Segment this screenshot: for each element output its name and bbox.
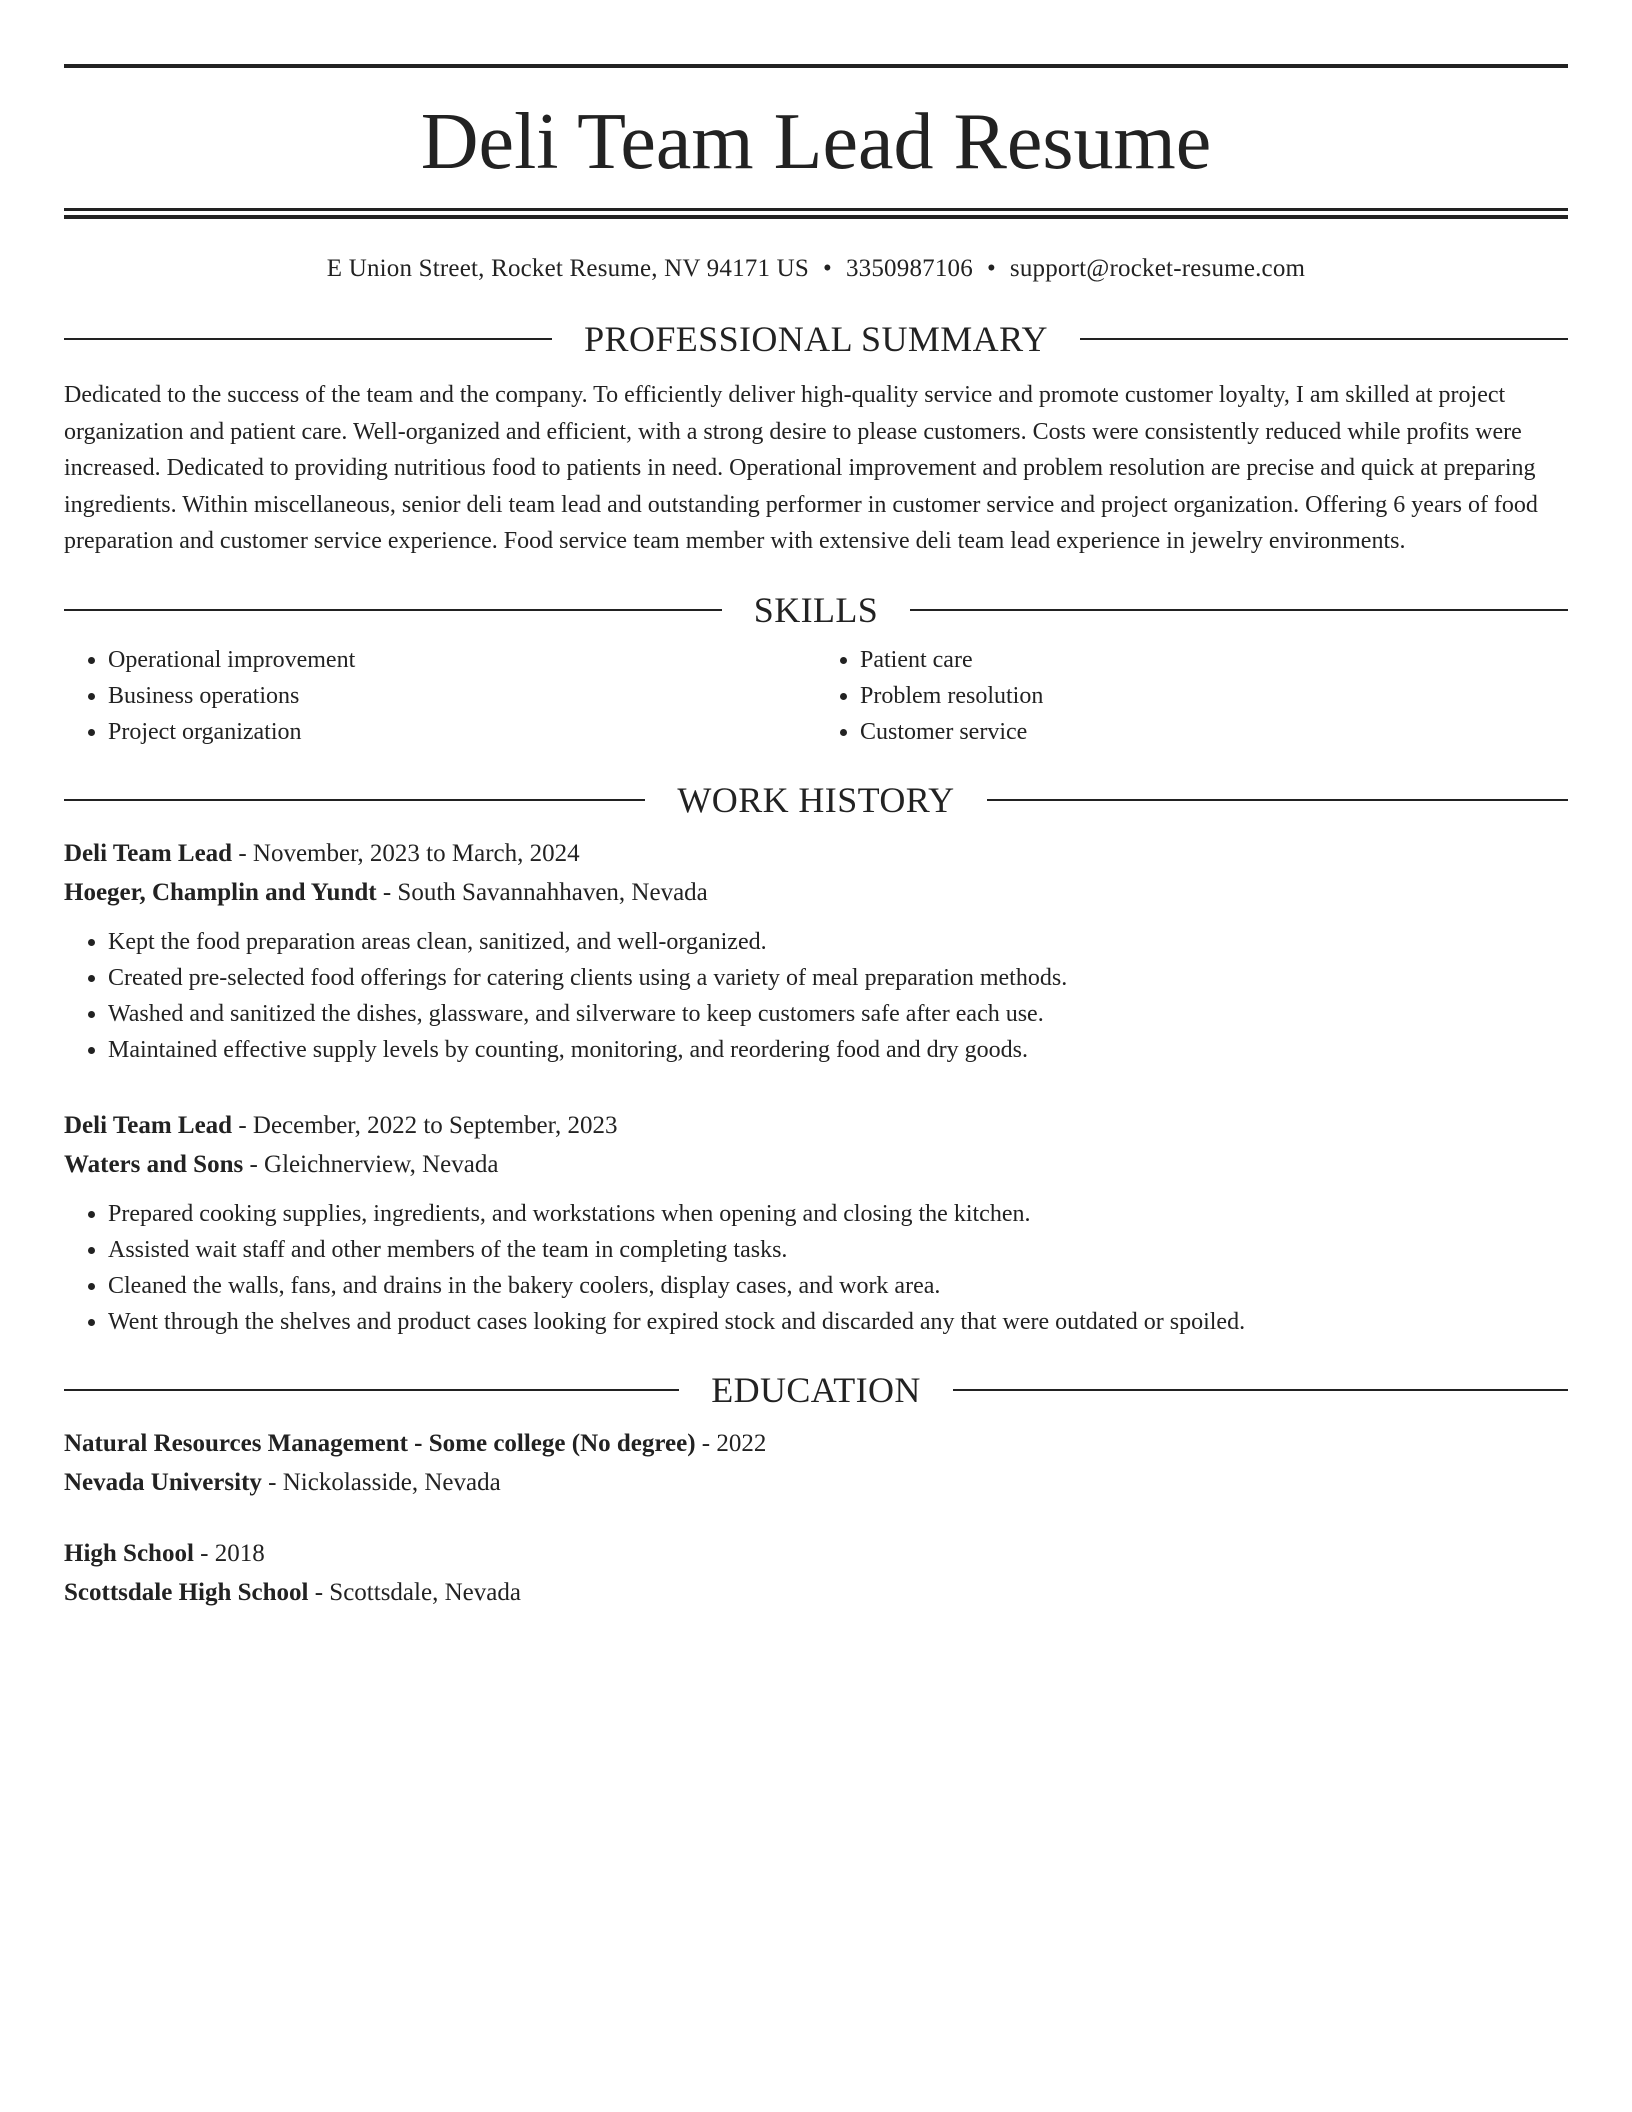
heading-rule — [987, 799, 1568, 801]
skill-item: • Business operations — [108, 678, 816, 714]
contact-separator: • — [823, 255, 832, 282]
education-school: Nevada University — [64, 1468, 262, 1496]
heading-rule — [953, 1389, 1568, 1391]
section-title: EDUCATION — [711, 1369, 921, 1410]
education-year: - 2018 — [193, 1539, 265, 1567]
skills-column-left — [64, 642, 816, 750]
job-bullets — [64, 924, 1568, 1068]
contact-email: support@rocket-resume.com — [1009, 255, 1306, 282]
job-bullet: • Went through the shelves and product cases looking for expired stock and discarded any that were outdated or spoiled. — [108, 1304, 1568, 1340]
job-entry — [64, 834, 1568, 1068]
job-location: - Gleichnerview, Nevada — [243, 1150, 499, 1178]
education-degree: Natural Resources Management - Some college (No degree) — [64, 1429, 696, 1457]
section-heading-education — [64, 1370, 1568, 1410]
job-bullets — [64, 1196, 1568, 1340]
contact-line — [64, 253, 1568, 285]
education-location: - Nickolasside, Nevada — [261, 1468, 501, 1496]
skill-item: • Patient care — [860, 642, 1568, 678]
section-heading-summary — [64, 319, 1568, 359]
resume-page — [64, 64, 1568, 1612]
skills-list — [64, 642, 1568, 750]
heading-rule — [64, 1389, 679, 1391]
education-degree-line — [64, 1534, 1568, 1573]
education-entry — [64, 1424, 1568, 1502]
job-entry — [64, 1106, 1568, 1340]
title-double-rule — [64, 208, 1568, 219]
education-degree: High School — [64, 1539, 194, 1567]
heading-rule — [1080, 338, 1568, 340]
education-school-line — [64, 1463, 1568, 1502]
job-employer-line — [64, 1145, 1568, 1184]
job-bullet: • Washed and sanitized the dishes, glassware, and silverware to keep customers safe after each use. — [108, 996, 1568, 1032]
job-title-line — [64, 834, 1568, 873]
job-role: Deli Team Lead — [64, 1111, 233, 1139]
job-bullet: • Assisted wait staff and other members of the team in completing tasks. — [108, 1232, 1568, 1268]
section-title: WORK HISTORY — [677, 779, 955, 820]
job-bullet: • Prepared cooking supplies, ingredients, and workstations when opening and closing the kitchen. — [108, 1196, 1568, 1232]
contact-phone: 3350987106 — [845, 255, 973, 282]
job-role: Deli Team Lead — [64, 839, 233, 867]
job-title-line — [64, 1106, 1568, 1145]
page-title: Deli Team Lead Resume — [420, 98, 1212, 186]
job-location: - South Savannahhaven, Nevada — [376, 878, 708, 906]
section-title: PROFESSIONAL SUMMARY — [584, 319, 1048, 359]
job-bullet: • Maintained effective supply levels by counting, monitoring, and reordering food and dry goods. — [108, 1032, 1568, 1068]
contact-separator: • — [986, 255, 996, 282]
heading-rule — [64, 609, 722, 611]
education-school-line — [64, 1573, 1568, 1612]
education-entry — [64, 1534, 1568, 1612]
skill-item: • Project organization — [108, 714, 816, 750]
education-year: - 2022 — [695, 1429, 767, 1457]
education-degree-line — [64, 1424, 1568, 1463]
job-employer: Hoeger, Champlin and Yundt — [64, 878, 377, 906]
heading-rule — [910, 609, 1568, 611]
heading-rule — [64, 799, 645, 801]
section-heading-work — [64, 780, 1568, 820]
job-employer: Waters and Sons — [64, 1150, 244, 1178]
job-employer-line — [64, 873, 1568, 912]
skill-item: • Customer service — [860, 714, 1568, 750]
job-dates: - November, 2023 to March, 2024 — [232, 839, 580, 867]
education-school: Scottsdale High School — [64, 1578, 309, 1606]
job-dates: - December, 2022 to September, 2023 — [232, 1111, 618, 1139]
summary-paragraph: Dedicated to the success of the team and the company. To efficiently deliver high-quality service and promote customer loyalty, I am skilled at project organization and patient care. Well-organized and efficient, with a strong desire to please customers. Costs were consistently reduced while profits were increased. Dedicated to providing nutritious food to patients in need. Operational improvement and problem resolution are precise and quick at preparing ingredients. Within miscellaneous, senior deli team lead and outstanding performer in customer service and project organization. Offering 6 years of food preparation and customer service experience. Food service team member with extensive deli team lead experience in jewelry environments. — [64, 382, 1538, 554]
contact-address: E Union Street, Rocket Resume, NV 94171 US — [326, 255, 809, 282]
job-bullet: • Cleaned the walls, fans, and drains in the bakery coolers, display cases, and work area. — [108, 1268, 1568, 1304]
section-heading-skills — [64, 590, 1568, 630]
heading-rule — [64, 338, 552, 340]
education-location: - Scottsdale, Nevada — [308, 1578, 521, 1606]
section-title: SKILLS — [753, 589, 879, 630]
skill-item: • Problem resolution — [860, 678, 1568, 714]
job-bullet: • Kept the food preparation areas clean, sanitized, and well-organized. — [108, 924, 1568, 960]
skills-column-right — [816, 642, 1568, 750]
job-bullet: • Created pre-selected food offerings for catering clients using a variety of meal preparation methods. — [108, 960, 1568, 996]
top-rule — [64, 64, 1568, 68]
skill-item: • Operational improvement — [108, 642, 816, 678]
